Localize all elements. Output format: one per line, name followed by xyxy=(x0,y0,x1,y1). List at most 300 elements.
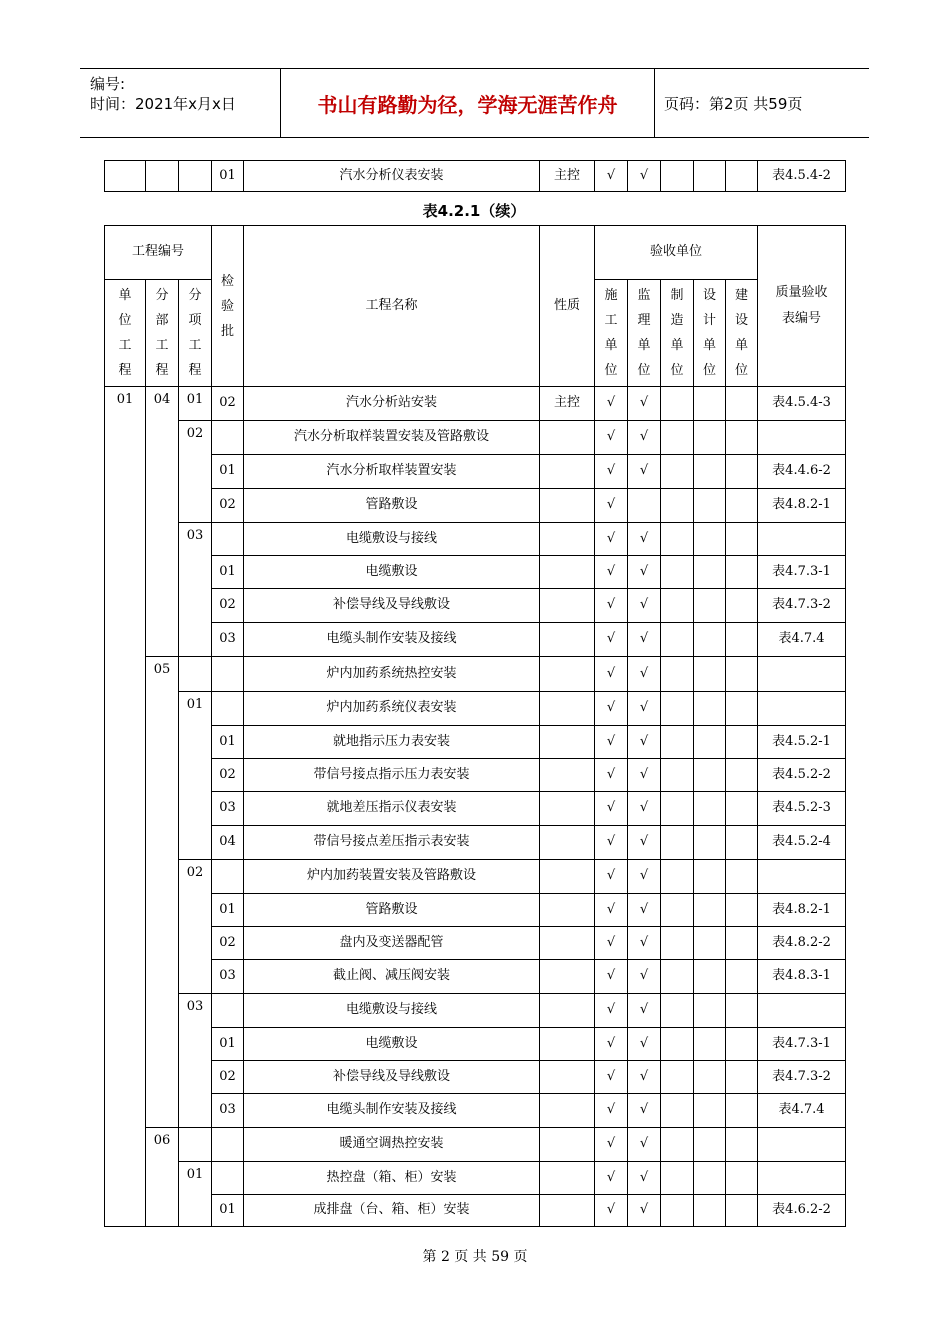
nature-cell xyxy=(540,556,595,589)
check-cell: √ xyxy=(628,759,661,792)
top-cell: 表4.5.4-2 xyxy=(758,161,846,192)
batch-cell: 02 xyxy=(212,927,244,960)
check-cell xyxy=(661,759,694,792)
check-cell: √ xyxy=(628,826,661,860)
check-cell xyxy=(661,960,694,994)
top-row xyxy=(105,161,846,192)
batch-cell: 03 xyxy=(212,792,244,826)
batch-cell: 02 xyxy=(212,387,244,421)
motto: 书山有路勤为径，学海无涯苦作舟 xyxy=(280,69,655,137)
name-cell: 就地指示压力表安装 xyxy=(244,726,540,759)
check-cell: √ xyxy=(595,726,628,759)
check-cell xyxy=(726,927,758,960)
check-cell xyxy=(726,1028,758,1061)
page-header xyxy=(80,68,869,138)
nature-cell xyxy=(540,623,595,657)
name-cell: 电缆头制作安装及接线 xyxy=(244,623,540,657)
check-cell: √ xyxy=(628,994,661,1028)
form-cell xyxy=(758,1162,846,1195)
check-cell xyxy=(661,455,694,489)
table-row xyxy=(105,1028,846,1061)
check-cell: √ xyxy=(628,1028,661,1061)
page-footer: 第 2 页 共 59 页 xyxy=(422,1249,528,1265)
nature-cell xyxy=(540,927,595,960)
check-cell xyxy=(726,1128,758,1162)
name-cell: 管路敷设 xyxy=(244,894,540,927)
check-cell xyxy=(661,1028,694,1061)
check-cell: √ xyxy=(628,1061,661,1094)
check-cell xyxy=(661,589,694,623)
check-cell xyxy=(661,927,694,960)
batch-cell xyxy=(212,860,244,894)
check-cell: √ xyxy=(595,387,628,421)
form-cell xyxy=(758,860,846,894)
check-cell xyxy=(661,826,694,860)
batch-cell: 03 xyxy=(212,623,244,657)
check-cell xyxy=(726,657,758,692)
name-cell: 汽水分析取样装置安装及管路敷设 xyxy=(244,421,540,455)
check-cell xyxy=(628,489,661,523)
name-cell: 补偿导线及导线敷设 xyxy=(244,589,540,623)
check-cell xyxy=(661,1061,694,1094)
check-cell xyxy=(694,792,726,826)
table-row xyxy=(105,1061,846,1094)
check-cell: √ xyxy=(628,860,661,894)
check-cell: √ xyxy=(628,421,661,455)
check-cell xyxy=(694,556,726,589)
nature-cell xyxy=(540,589,595,623)
nature-cell xyxy=(540,421,595,455)
form-cell: 表4.8.2-2 xyxy=(758,927,846,960)
check-cell xyxy=(726,860,758,894)
check-cell: √ xyxy=(628,792,661,826)
form-cell: 表4.5.2-4 xyxy=(758,826,846,860)
name-cell: 汽水分析取样装置安装 xyxy=(244,455,540,489)
header-project-code: 工程编号 xyxy=(105,226,212,280)
subitem-code: 01 xyxy=(179,692,212,860)
check-cell xyxy=(726,489,758,523)
top-cell: √ xyxy=(628,161,661,192)
check-cell: √ xyxy=(628,523,661,556)
top-table xyxy=(104,160,846,192)
header-manufacturing: 制造单位 xyxy=(661,280,694,387)
check-cell: √ xyxy=(628,387,661,421)
check-cell xyxy=(694,960,726,994)
table-row xyxy=(105,960,846,994)
check-cell xyxy=(726,1094,758,1128)
batch-cell: 01 xyxy=(212,455,244,489)
check-cell xyxy=(694,387,726,421)
header-project-name: 工程名称 xyxy=(244,226,540,387)
check-cell: √ xyxy=(628,927,661,960)
table-row xyxy=(105,826,846,860)
check-cell: √ xyxy=(595,1162,628,1195)
batch-cell xyxy=(212,1162,244,1195)
check-cell xyxy=(661,1195,694,1227)
table-row xyxy=(105,489,846,523)
number-label: 编号: xyxy=(90,75,126,93)
time-label: 时间：2021年x月x日 xyxy=(90,95,236,113)
table-row xyxy=(105,589,846,623)
top-cell: 主控 xyxy=(540,161,595,192)
check-cell xyxy=(726,692,758,726)
page-info: 页码：第2页 共59页 xyxy=(664,94,803,113)
header-division: 分部工程 xyxy=(146,280,179,387)
check-cell xyxy=(661,726,694,759)
batch-cell xyxy=(212,657,244,692)
check-cell: √ xyxy=(595,556,628,589)
check-cell xyxy=(726,1162,758,1195)
batch-cell: 01 xyxy=(212,726,244,759)
main-table xyxy=(104,225,846,1227)
form-cell: 表4.7.3-2 xyxy=(758,589,846,623)
header-quality-form: 质量验收表编号 xyxy=(758,226,846,387)
check-cell: √ xyxy=(595,826,628,860)
subitem-code: 03 xyxy=(179,523,212,657)
table-row xyxy=(105,623,846,657)
top-cell xyxy=(694,161,726,192)
check-cell xyxy=(661,1128,694,1162)
name-cell: 管路敷设 xyxy=(244,489,540,523)
check-cell xyxy=(661,692,694,726)
form-cell: 表4.7.4 xyxy=(758,1094,846,1128)
nature-cell xyxy=(540,726,595,759)
check-cell xyxy=(726,792,758,826)
nature-cell xyxy=(540,894,595,927)
header-supervision: 监理单位 xyxy=(628,280,661,387)
batch-cell: 01 xyxy=(212,1195,244,1227)
nature-cell xyxy=(540,994,595,1028)
table-row xyxy=(105,726,846,759)
check-cell xyxy=(726,455,758,489)
check-cell: √ xyxy=(628,726,661,759)
check-cell xyxy=(694,692,726,726)
header-acceptance-units: 验收单位 xyxy=(595,226,758,280)
check-cell: √ xyxy=(595,1128,628,1162)
form-cell: 表4.7.3-2 xyxy=(758,1061,846,1094)
nature-cell xyxy=(540,1195,595,1227)
nature-cell xyxy=(540,960,595,994)
check-cell xyxy=(694,994,726,1028)
table-row xyxy=(105,927,846,960)
division-code: 05 xyxy=(146,657,179,1128)
form-cell xyxy=(758,523,846,556)
check-cell xyxy=(726,759,758,792)
table-row xyxy=(105,692,846,726)
batch-cell: 04 xyxy=(212,826,244,860)
check-cell: √ xyxy=(595,894,628,927)
check-cell xyxy=(694,623,726,657)
check-cell: √ xyxy=(628,960,661,994)
form-cell: 表4.5.2-1 xyxy=(758,726,846,759)
form-cell xyxy=(758,657,846,692)
table-row xyxy=(105,1162,846,1195)
batch-cell xyxy=(212,1128,244,1162)
check-cell: √ xyxy=(595,994,628,1028)
name-cell: 带信号接点指示压力表安装 xyxy=(244,759,540,792)
form-cell xyxy=(758,994,846,1028)
check-cell: √ xyxy=(595,1061,628,1094)
nature-cell xyxy=(540,1162,595,1195)
table-row xyxy=(105,759,846,792)
top-cell xyxy=(726,161,758,192)
check-cell xyxy=(726,994,758,1028)
batch-cell xyxy=(212,994,244,1028)
check-cell xyxy=(694,759,726,792)
name-cell: 电缆敷设 xyxy=(244,556,540,589)
name-cell: 电缆敷设与接线 xyxy=(244,994,540,1028)
subitem-code xyxy=(179,1128,212,1162)
top-cell: √ xyxy=(595,161,628,192)
check-cell xyxy=(726,826,758,860)
nature-cell xyxy=(540,860,595,894)
check-cell xyxy=(694,826,726,860)
check-cell: √ xyxy=(595,960,628,994)
subitem-code: 03 xyxy=(179,994,212,1128)
header-batch: 检验批 xyxy=(212,226,244,387)
check-cell: √ xyxy=(595,455,628,489)
batch-cell: 01 xyxy=(212,1028,244,1061)
form-cell xyxy=(758,1128,846,1162)
header-owner: 建设单位 xyxy=(726,280,758,387)
table-row xyxy=(105,421,846,455)
table-row xyxy=(105,994,846,1028)
top-cell xyxy=(661,161,694,192)
form-cell: 表4.7.4 xyxy=(758,623,846,657)
check-cell: √ xyxy=(628,1128,661,1162)
nature-cell xyxy=(540,826,595,860)
check-cell: √ xyxy=(628,1094,661,1128)
table-caption: 表4.2.1（续） xyxy=(422,202,526,220)
check-cell: √ xyxy=(595,927,628,960)
table-row xyxy=(105,1195,846,1227)
check-cell: √ xyxy=(628,692,661,726)
name-cell: 电缆敷设与接线 xyxy=(244,523,540,556)
check-cell: √ xyxy=(595,1094,628,1128)
check-cell xyxy=(661,523,694,556)
header-unit-project: 单位工程 xyxy=(105,280,146,387)
subitem-code: 01 xyxy=(179,1162,212,1227)
check-cell xyxy=(694,726,726,759)
header-construction: 施工单位 xyxy=(595,280,628,387)
nature-cell xyxy=(540,455,595,489)
check-cell xyxy=(694,860,726,894)
header-row xyxy=(105,226,846,280)
check-cell xyxy=(726,960,758,994)
name-cell: 成排盘（台、箱、柜）安装 xyxy=(244,1195,540,1227)
check-cell xyxy=(661,1162,694,1195)
check-cell: √ xyxy=(628,894,661,927)
check-cell: √ xyxy=(595,657,628,692)
subitem-code: 02 xyxy=(179,421,212,523)
check-cell: √ xyxy=(628,1162,661,1195)
name-cell: 热控盘（箱、柜）安装 xyxy=(244,1162,540,1195)
check-cell xyxy=(694,421,726,455)
batch-cell: 02 xyxy=(212,489,244,523)
batch-cell xyxy=(212,692,244,726)
batch-cell xyxy=(212,421,244,455)
division-code: 06 xyxy=(146,1128,179,1227)
check-cell xyxy=(694,1128,726,1162)
top-cell xyxy=(146,161,179,192)
header-left xyxy=(80,69,280,137)
nature-cell xyxy=(540,759,595,792)
check-cell xyxy=(694,589,726,623)
check-cell xyxy=(661,387,694,421)
check-cell: √ xyxy=(628,556,661,589)
check-cell xyxy=(726,1195,758,1227)
form-cell: 表4.4.6-2 xyxy=(758,455,846,489)
table-row xyxy=(105,455,846,489)
batch-cell: 01 xyxy=(212,556,244,589)
subitem-code: 01 xyxy=(179,387,212,421)
table-row xyxy=(105,860,846,894)
batch-cell xyxy=(212,523,244,556)
form-cell: 表4.7.3-1 xyxy=(758,1028,846,1061)
check-cell: √ xyxy=(628,657,661,692)
nature-cell xyxy=(540,1028,595,1061)
form-cell: 表4.6.2-2 xyxy=(758,1195,846,1227)
check-cell: √ xyxy=(628,589,661,623)
check-cell: √ xyxy=(595,489,628,523)
top-cell xyxy=(179,161,212,192)
check-cell xyxy=(661,489,694,523)
batch-cell: 02 xyxy=(212,1061,244,1094)
form-cell: 表4.5.2-3 xyxy=(758,792,846,826)
header-design: 设计单位 xyxy=(694,280,726,387)
check-cell xyxy=(661,421,694,455)
table-row xyxy=(105,1094,846,1128)
subitem-code: 02 xyxy=(179,860,212,994)
batch-cell: 02 xyxy=(212,589,244,623)
check-cell xyxy=(694,1162,726,1195)
check-cell: √ xyxy=(595,523,628,556)
check-cell xyxy=(726,556,758,589)
nature-cell xyxy=(540,1094,595,1128)
division-code: 04 xyxy=(146,387,179,657)
name-cell: 炉内加药系统仪表安装 xyxy=(244,692,540,726)
form-cell: 表4.8.3-1 xyxy=(758,960,846,994)
check-cell: √ xyxy=(595,792,628,826)
header-nature: 性质 xyxy=(540,226,595,387)
name-cell: 暖通空调热控安装 xyxy=(244,1128,540,1162)
form-cell xyxy=(758,421,846,455)
check-cell xyxy=(661,623,694,657)
form-cell xyxy=(758,692,846,726)
check-cell: √ xyxy=(595,759,628,792)
check-cell: √ xyxy=(628,455,661,489)
nature-cell: 主控 xyxy=(540,387,595,421)
check-cell xyxy=(694,523,726,556)
form-cell: 表4.8.2-1 xyxy=(758,489,846,523)
form-cell: 表4.5.2-2 xyxy=(758,759,846,792)
table-row xyxy=(105,1128,846,1162)
name-cell: 截止阀、减压阀安装 xyxy=(244,960,540,994)
batch-cell: 03 xyxy=(212,960,244,994)
form-cell: 表4.5.4-3 xyxy=(758,387,846,421)
nature-cell xyxy=(540,792,595,826)
form-cell: 表4.8.2-1 xyxy=(758,894,846,927)
check-cell xyxy=(726,623,758,657)
name-cell: 电缆头制作安装及接线 xyxy=(244,1094,540,1128)
name-cell: 带信号接点差压指示表安装 xyxy=(244,826,540,860)
table-row xyxy=(105,792,846,826)
nature-cell xyxy=(540,523,595,556)
check-cell xyxy=(694,1028,726,1061)
check-cell: √ xyxy=(595,623,628,657)
check-cell: √ xyxy=(595,589,628,623)
batch-cell: 03 xyxy=(212,1094,244,1128)
check-cell xyxy=(661,657,694,692)
check-cell xyxy=(661,1094,694,1128)
check-cell xyxy=(661,994,694,1028)
check-cell: √ xyxy=(628,1195,661,1227)
top-cell xyxy=(105,161,146,192)
batch-cell: 02 xyxy=(212,759,244,792)
check-cell xyxy=(661,894,694,927)
check-cell: √ xyxy=(595,1028,628,1061)
check-cell xyxy=(694,894,726,927)
check-cell xyxy=(726,726,758,759)
check-cell: √ xyxy=(595,692,628,726)
check-cell xyxy=(694,455,726,489)
check-cell: √ xyxy=(595,1195,628,1227)
check-cell xyxy=(694,489,726,523)
subitem-code xyxy=(179,657,212,692)
table-row xyxy=(105,894,846,927)
table-row xyxy=(105,523,846,556)
check-cell xyxy=(726,387,758,421)
name-cell: 就地差压指示仪表安装 xyxy=(244,792,540,826)
nature-cell xyxy=(540,657,595,692)
check-cell xyxy=(694,1061,726,1094)
header-subitem: 分项工程 xyxy=(179,280,212,387)
name-cell: 炉内加药系统热控安装 xyxy=(244,657,540,692)
check-cell xyxy=(726,1061,758,1094)
table-row xyxy=(105,387,846,421)
check-cell xyxy=(726,589,758,623)
name-cell: 汽水分析站安装 xyxy=(244,387,540,421)
nature-cell xyxy=(540,692,595,726)
top-cell: 汽水分析仪表安装 xyxy=(244,161,540,192)
check-cell xyxy=(694,657,726,692)
check-cell xyxy=(661,860,694,894)
check-cell xyxy=(726,523,758,556)
table-row xyxy=(105,556,846,589)
nature-cell xyxy=(540,1061,595,1094)
unit-code: 01 xyxy=(105,387,146,1227)
name-cell: 补偿导线及导线敷设 xyxy=(244,1061,540,1094)
nature-cell xyxy=(540,489,595,523)
check-cell xyxy=(694,1195,726,1227)
table-row xyxy=(105,657,846,692)
batch-cell: 01 xyxy=(212,894,244,927)
check-cell xyxy=(726,894,758,927)
check-cell: √ xyxy=(595,860,628,894)
check-cell xyxy=(694,1094,726,1128)
name-cell: 炉内加药装置安装及管路敷设 xyxy=(244,860,540,894)
check-cell xyxy=(694,927,726,960)
nature-cell xyxy=(540,1128,595,1162)
name-cell: 盘内及变送器配管 xyxy=(244,927,540,960)
check-cell: √ xyxy=(628,623,661,657)
check-cell xyxy=(661,556,694,589)
form-cell: 表4.7.3-1 xyxy=(758,556,846,589)
check-cell xyxy=(726,421,758,455)
check-cell xyxy=(661,792,694,826)
check-cell: √ xyxy=(595,421,628,455)
name-cell: 电缆敷设 xyxy=(244,1028,540,1061)
